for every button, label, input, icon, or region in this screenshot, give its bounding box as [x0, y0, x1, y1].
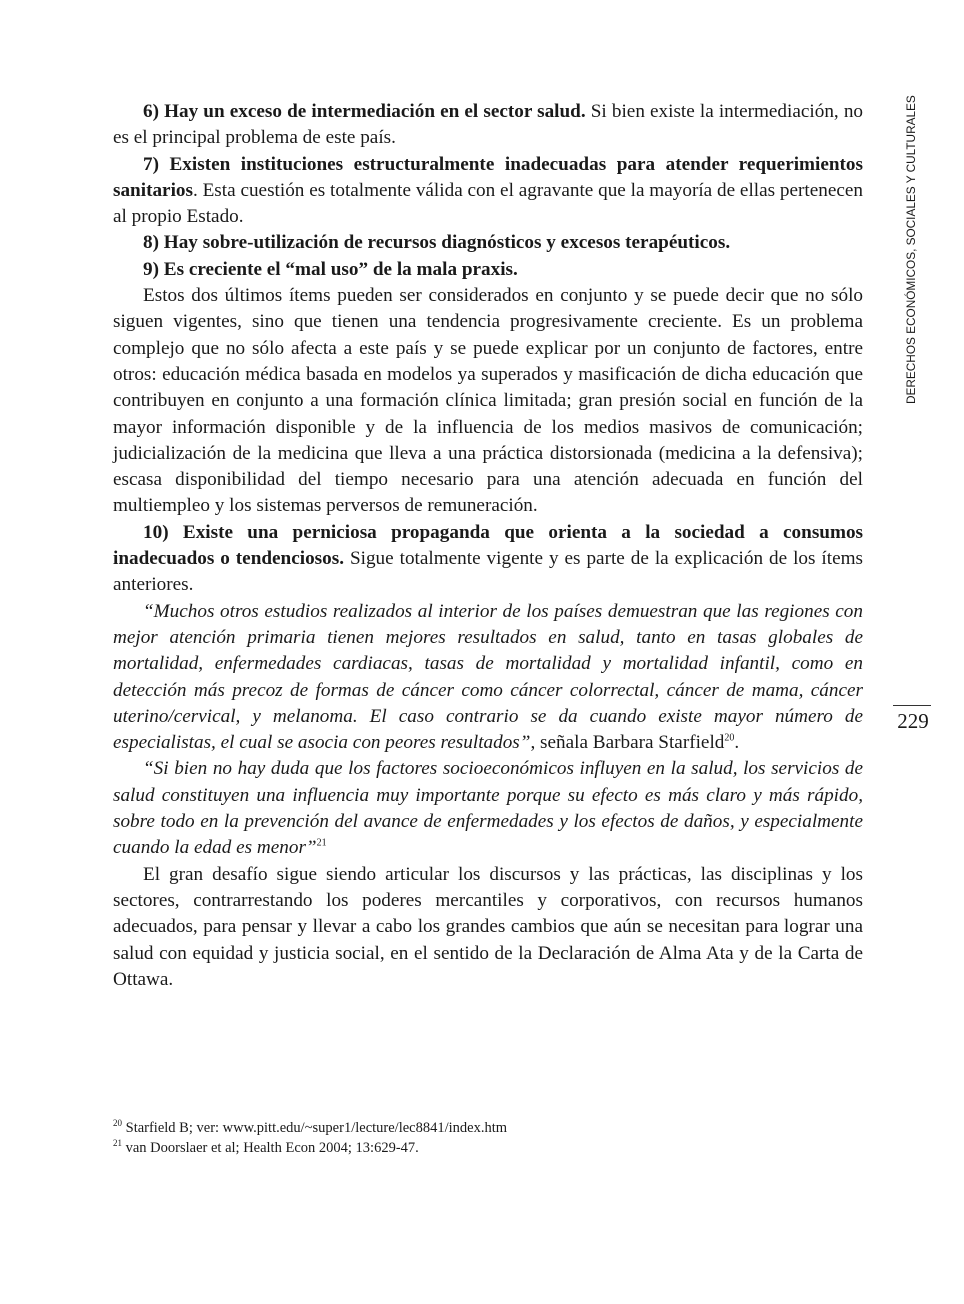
quote-doorslaer: [113, 756, 863, 861]
item-6-text: Si bien existe la intermediación, no es el principal problema de este país.: [113, 101, 864, 149]
footnote-text: van Doorslaer et al; Health Econ 2004; 13:629-47.: [122, 1140, 419, 1156]
running-head: DERECHOS ECONÓMICOS, SOCIALES Y CULTURALES: [904, 95, 918, 404]
paragraph-item-9: [113, 257, 863, 283]
item-6-heading: 6) Hay un exceso de intermediación en el sector salud.: [143, 101, 586, 122]
paragraph-item-10: [113, 520, 863, 599]
item-7-heading: 7) Existen instituciones estructuralmente inadecuadas para atender requerimientos sanitarios: [113, 153, 863, 201]
quote-starfield-text: “Muchos otros estudios realizados al interior de los países demuestran que las regiones con mejor atención primaria tienen mejores resultados en salud, tanto en tasas globales de mortalidad, enfermedades cardiacas, tasas de mortalidad y mortalidad infantil, como en detección más precoz de formas de cáncer como cáncer colorrectal, cáncer de mama, cáncer uterino/cervical, y melanoma. El caso contrario se da cuando existe mayor número de especialistas, el cual se asocia con peores resultados”: [113, 600, 863, 754]
quote-doorslaer-text: “Si bien no hay duda que los factores socioeconómicos influyen en la salud, los servicios de salud constituyen una influencia muy importante porque su efecto es más claro y más rápido, sobre todo en la prevención del avance de enfermedades y los efectos de daños, y especialmente cuando la edad es menor”: [113, 758, 863, 859]
item-10-text: Sigue totalmente vigente y es parte de la explicación de los ítems anteriores.: [113, 548, 863, 596]
paragraph-item-7: [113, 152, 863, 231]
paragraph-discussion: Estos dos últimos ítems pueden ser considerados en conjunto y se puede decir que no sólo siguen vigentes, sino que tienen una tendencia progresivamente creciente. Es un problema complejo que no sólo afecta a este país y se puede explicar por un conjunto de factores, entre otros: educación médica basada en modelos ya superados y masificación de dicha educación que contribuyen en conjunto a una formación clínica limitada; gran presión social en función de la mayor información disponible y de la influencia de los medios masivos de comunicación; judicialización de la medicina que lleva a una práctica distorsionada (medicina a la defensiva); escasa disponibilidad del tiempo necesario para una atención adecuada en función del multiempleo y los sistemas perversos de remuneración.: [113, 285, 863, 517]
paragraph-conclusion: El gran desafío sigue siendo articular los discursos y las prácticas, las disciplinas y los sectores, contrarrestando los poderes mercantiles y corporativos, con recursos humanos adecuados, para pensar y llevar a cabo los grandes cambios que aún se necesitan para lograr una salud con equidad y justicia social, en el sentido de la Declaración de Alma Ata y de la Carta de Ottawa.: [113, 863, 863, 990]
footnote-20: [113, 1118, 863, 1138]
footnote-ref-21[interactable]: 21: [316, 837, 327, 849]
footnote-text: Starfield B; ver: www.pitt.edu/~super1/lecture/lec8841/index.htm: [122, 1120, 508, 1136]
page-number-rule: [893, 705, 931, 706]
item-10-heading: 10) Existe una perniciosa propaganda que orienta a la sociedad a consumos inadecuados o tendenciosos.: [113, 521, 863, 570]
footnote-number: 21: [113, 1138, 122, 1149]
body-text: [113, 99, 863, 993]
item-7-text: . Esta cuestión es totalmente válida con el agravante que la mayoría de ellas pertenecen al propio Estado.: [113, 179, 863, 228]
quote-starfield: [113, 599, 863, 757]
page-number: 229: [897, 709, 929, 733]
footnote-21: [113, 1138, 863, 1158]
item-8-heading: 8) Hay sobre-utilización de recursos diagnósticos y excesos terapéuticos.: [143, 232, 731, 254]
footnotes: [113, 1118, 863, 1158]
quote-starfield-tail: .: [734, 732, 740, 754]
item-9-heading: 9) Es creciente el “mal uso” de la mala praxis.: [143, 258, 518, 280]
quote-starfield-attribution: , señala Barbara Starfield: [530, 732, 725, 754]
paragraph-item-6: [113, 99, 863, 152]
paragraph-item-8: [113, 230, 863, 256]
footnote-ref-20[interactable]: 20: [724, 732, 735, 744]
footnote-number: 20: [113, 1118, 122, 1129]
